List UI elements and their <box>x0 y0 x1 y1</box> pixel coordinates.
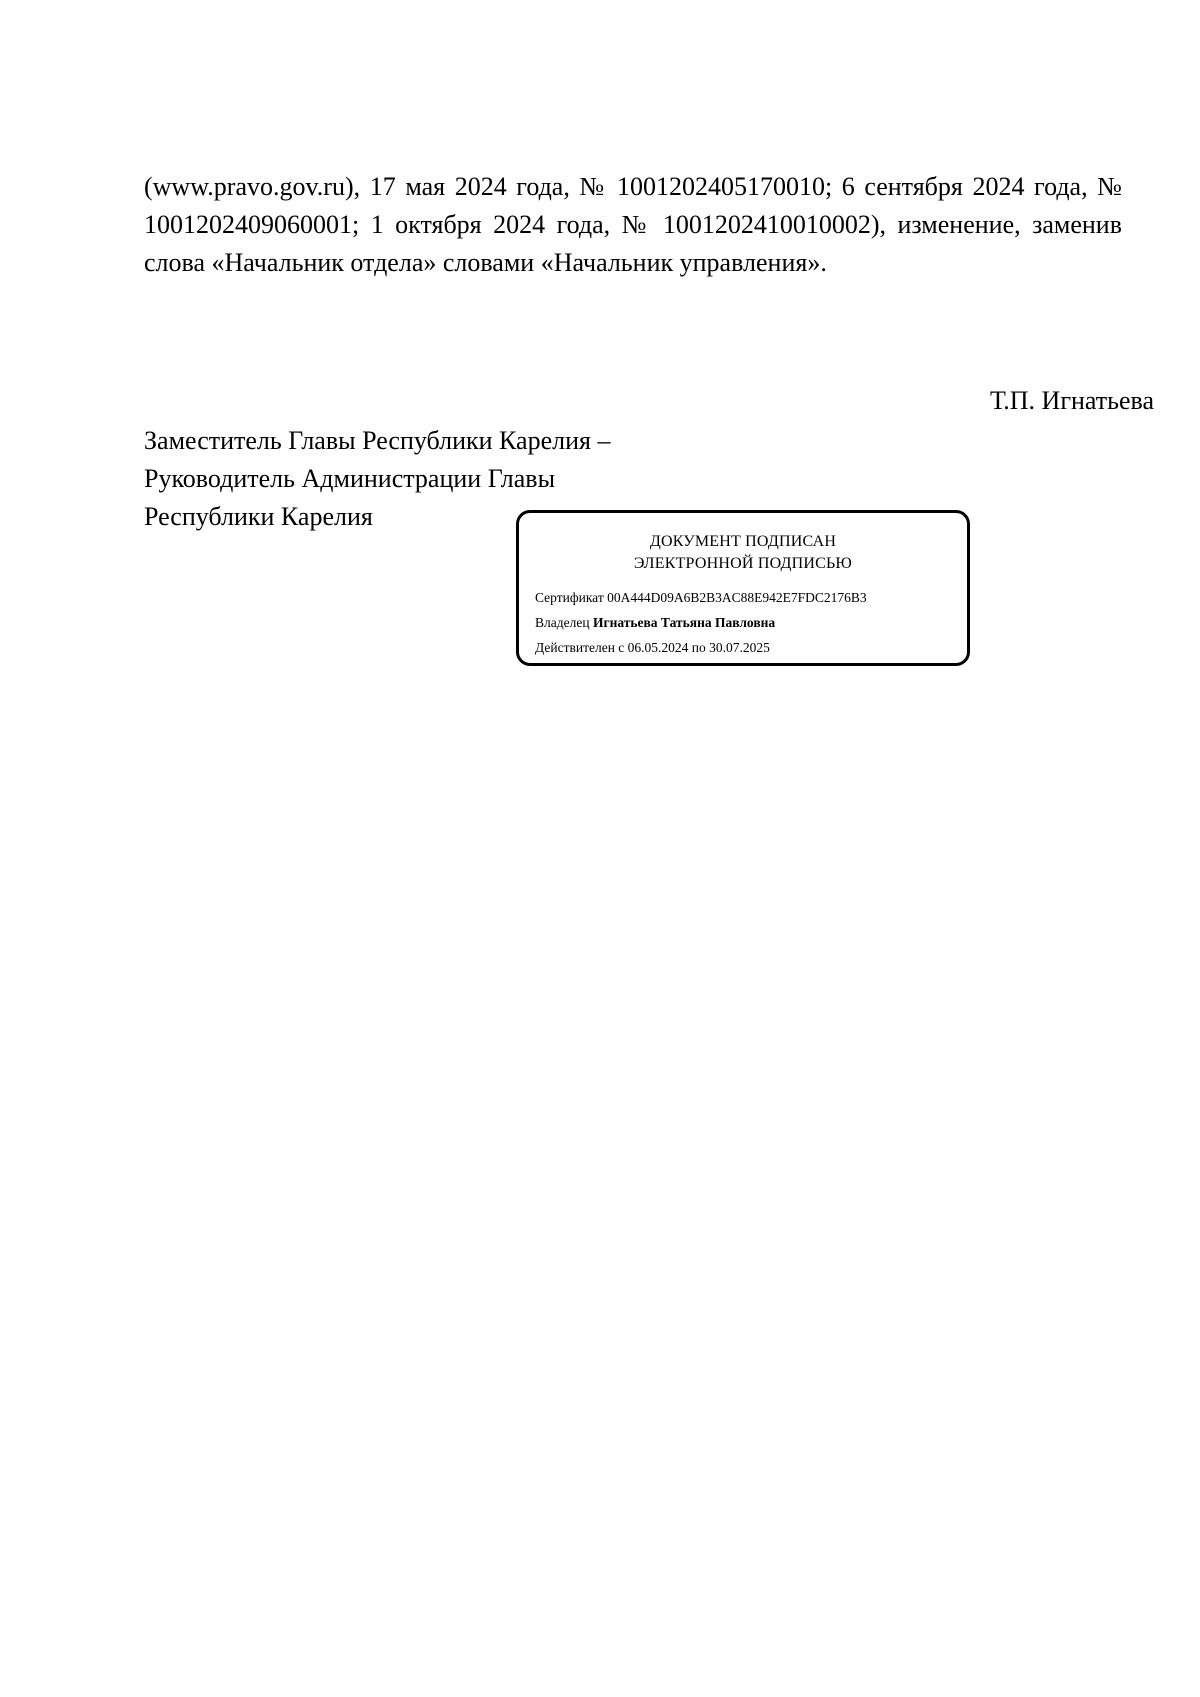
position-line-2: Руководитель Администрации Главы <box>144 464 556 493</box>
valid-to-label: по <box>691 640 706 655</box>
owner-value: Игнатьева Татьяна Павловна <box>592 615 776 630</box>
stamp-title-line-2: ЭЛЕКТРОННОЙ ПОДПИСЬЮ <box>633 555 853 572</box>
stamp-details <box>535 585 951 660</box>
valid-to: 30.07.2025 <box>709 640 770 655</box>
certificate-row <box>535 585 951 610</box>
stamp-title-line-1: ДОКУМЕНТ ПОДПИСАН <box>649 533 837 550</box>
valid-label: Действителен с <box>535 640 625 655</box>
valid-from: 06.05.2024 <box>627 640 689 655</box>
stamp-title <box>535 531 951 575</box>
owner-row <box>535 610 951 635</box>
body-paragraph: (www.pravo.gov.ru), 17 мая 2024 года, № 1001202405170010; 6 сентября 2024 года, № 1001202409060001; 1 октября 2024 года, № 1001202410010002), изменение, заменив слова «Начальник отдела» словами «Начальник управления». <box>144 172 1122 277</box>
position-line-3: Республики Карелия <box>144 502 373 531</box>
position-line-1: Заместитель Главы Республики Карелия – <box>144 426 611 455</box>
certificate-value: 00A444D09A6B2B3AC88E942E7FDC2176B3 <box>607 590 867 605</box>
certificate-label: Сертификат <box>535 590 604 605</box>
signer-name: Т.П. Игнатьева <box>989 386 1154 415</box>
validity-row <box>535 635 951 660</box>
electronic-signature-stamp <box>516 510 970 666</box>
owner-label: Владелец <box>535 615 590 630</box>
